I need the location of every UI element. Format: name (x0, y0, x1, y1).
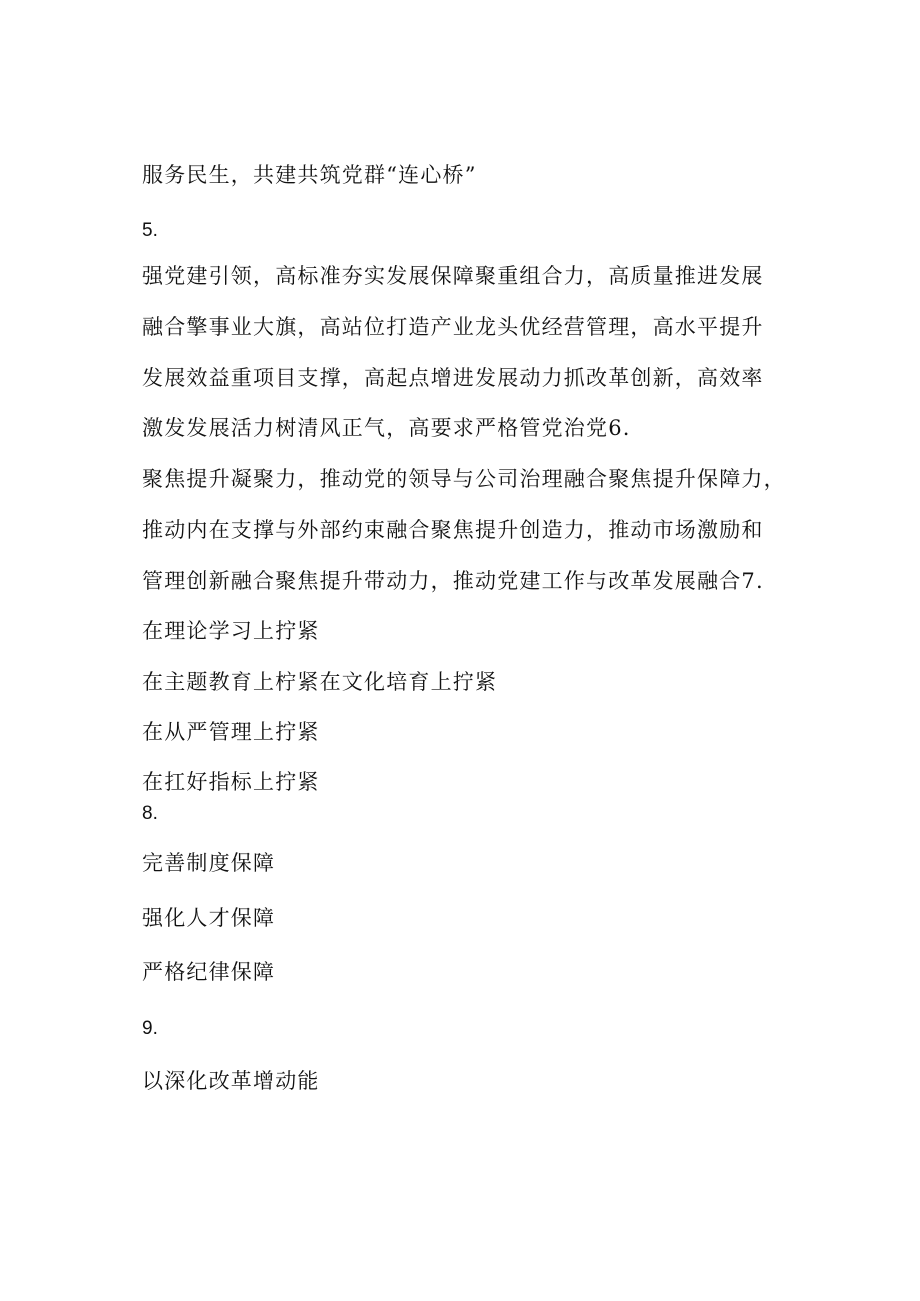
text-line-1: 服务民生，共建共筑党群“连心桥” (142, 163, 477, 187)
text-line-2: 强党建引领，高标准夯实发展保障聚重组合力，高质量推进发展 (142, 264, 764, 288)
text-line-9: 在理论学习上拧紧 (142, 619, 320, 643)
text-line-4: 发展效益重项目支撑，高起点增进发展动力抓改革创新，高效率 (142, 366, 764, 390)
section-number-8: 8. (142, 803, 158, 824)
text-line-3: 融合擎事业大旗，高站位打造产业龙头优经营管理，高水平提升 (142, 315, 764, 339)
text-line-7: 推动内在支撑与外部约束融合聚焦提升创造力，推动市场激励和 (142, 518, 764, 542)
text-line-16: 以深化改革增动能 (142, 1069, 320, 1093)
text-line-13: 完善制度保障 (142, 851, 276, 875)
section-number-5: 5. (142, 220, 158, 241)
section-number-9: 9. (142, 1018, 158, 1039)
text-line-11: 在从严管理上拧紧 (142, 720, 320, 744)
text-line-6: 聚焦提升凝聚力，推动党的领导与公司治理融合聚焦提升保障力， (142, 467, 786, 491)
text-line-10: 在主题教育上柠紧在文化培育上拧紧 (142, 670, 498, 694)
text-line-8: 管理创新融合聚焦提升带动力，推动党建工作与改革发展融合7. (142, 569, 764, 593)
text-line-12: 在扛好指标上拧紧 (142, 770, 320, 794)
text-line-14: 强化人才保障 (142, 906, 276, 930)
text-line-5: 激发发展活力树清风正气，高要求严格管党治党6. (142, 416, 631, 440)
text-line-15: 严格纪律保障 (142, 960, 276, 984)
